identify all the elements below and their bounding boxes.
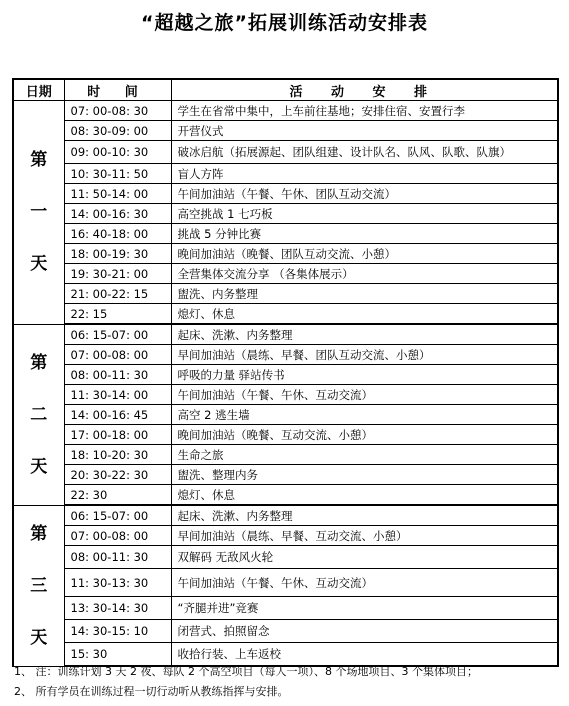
table-row [13,385,558,405]
activity-cell: 高空挑战 1 七巧板 [171,204,558,224]
time-cell: 08: 30-09: 00 [64,121,171,141]
activity-cell: 呼吸的力量 驿站传书 [171,365,558,385]
table-row [13,526,558,546]
activity-cell: 午间加油站（午餐、午休、团队互动交流） [171,184,558,204]
table-row [13,284,558,304]
table-row [13,224,558,244]
time-cell: 07: 00-08: 00 [64,526,171,546]
time-cell: 07: 00-08: 30 [64,101,171,121]
day-3-label [13,505,64,666]
activity-cell: 起床、洗漱、内务整理 [171,324,558,345]
time-cell: 16: 40-18: 00 [64,224,171,244]
header-time: 时 间 [64,79,171,101]
page-title: “超越之旅”拓展训练活动安排表 [141,12,428,34]
day-label-char: 二 [30,404,48,425]
table-row [13,164,558,184]
table-row [13,405,558,425]
time-cell: 14: 30-15: 10 [64,620,171,643]
day-label-char: 一 [30,202,48,223]
day-label-char: 第 [30,352,48,373]
activity-cell: 早间加油站（晨练、早餐、团队互动交流、小憩） [171,345,558,365]
table-row [13,546,558,569]
time-cell: 18: 10-20: 30 [64,445,171,465]
time-cell: 22: 15 [64,304,171,325]
time-cell: 18: 00-19: 30 [64,244,171,264]
table-row [13,465,558,485]
activity-cell: 盥洗、整理内务 [171,465,558,485]
time-cell: 22: 30 [64,485,171,506]
time-cell: 06: 15-07: 00 [64,324,171,345]
activity-cell: 破冰启航（拓展源起、团队组建、设计队名、队风、队歌、队旗） [171,141,558,164]
time-cell: 17: 00-18: 00 [64,425,171,445]
time-cell: 08: 00-11: 30 [64,546,171,569]
footnotes [14,662,564,702]
table-row [13,264,558,284]
time-cell: 08: 00-11: 30 [64,365,171,385]
day-label-char: 天 [30,456,48,477]
table-row [13,485,558,506]
activity-cell: 晚间加油站（晚餐、团队互动交流、小憩） [171,244,558,264]
activity-cell: 挑战 5 分钟比赛 [171,224,558,244]
table-row [13,101,558,121]
table-row [13,505,558,526]
activity-cell: 闭营式、拍照留念 [171,620,558,643]
schedule-table [12,78,559,667]
time-cell: 11: 30-13: 30 [64,569,171,597]
time-cell: 20: 30-22: 30 [64,465,171,485]
table-row [13,569,558,597]
time-cell: 14: 00-16: 45 [64,405,171,425]
activity-cell: 盲人方阵 [171,164,558,184]
table-row [13,620,558,643]
day-label-char: 天 [30,254,48,275]
table-row [13,244,558,264]
table-row [13,184,558,204]
time-cell: 21: 00-22: 15 [64,284,171,304]
time-cell: 07: 00-08: 00 [64,345,171,365]
header-activity: 活 动 安 排 [171,79,558,101]
day-label-char: 天 [30,627,48,648]
activity-cell: 全营集体交流分享 （各集体展示） [171,264,558,284]
activity-cell: 收拾行装、上车返校 [171,643,558,667]
table-row [13,365,558,385]
table-row [13,141,558,164]
time-cell: 15: 30 [64,643,171,667]
table-header-row [13,79,558,101]
time-cell: 09: 00-10: 30 [64,141,171,164]
table-row [13,204,558,224]
activity-cell: 熄灯、休息 [171,304,558,325]
time-cell: 13: 30-14: 30 [64,597,171,620]
time-cell: 06: 15-07: 00 [64,505,171,526]
day-label-char: 第 [30,523,48,544]
day-label-char: 第 [30,150,48,171]
day-1-label [13,101,64,325]
activity-cell: 高空 2 逃生墙 [171,405,558,425]
footnote-1: 1、 注：训练计划 3 天 2 夜、每队 2 个高空项目（每人一项）、8 个场地项目、3 个集体项目； [14,665,478,678]
activity-cell: 生命之旅 [171,445,558,465]
activity-cell: 熄灯、休息 [171,485,558,506]
activity-cell: 双解码 无敌风火轮 [171,546,558,569]
table-row [13,324,558,345]
time-cell: 14: 00-16: 30 [64,204,171,224]
activity-cell: 午间加油站（午餐、午休、互动交流） [171,569,558,597]
activity-cell: “齐腿并进”竞赛 [171,597,558,620]
table-row [13,445,558,465]
time-cell: 11: 50-14: 00 [64,184,171,204]
activity-cell: 开营仪式 [171,121,558,141]
table-row [13,304,558,325]
activity-cell: 起床、洗漱、内务整理 [171,505,558,526]
activity-cell: 晚间加油站（晚餐、互动交流、小憩） [171,425,558,445]
time-cell: 10: 30-11: 50 [64,164,171,184]
activity-cell: 盥洗、内务整理 [171,284,558,304]
time-cell: 19: 30-21: 00 [64,264,171,284]
header-date: 日期 [13,79,64,101]
activity-cell: 午间加油站（午餐、午休、互动交流） [171,385,558,405]
activity-cell: 早间加油站（晨练、早餐、互动交流、小憩） [171,526,558,546]
table-row [13,425,558,445]
time-cell: 11: 30-14: 00 [64,385,171,405]
day-2-label [13,324,64,505]
activity-cell: 学生在省常中集中，上车前往基地；安排住宿、安置行李 [171,101,558,121]
table-row [13,597,558,620]
footnote-2: 2、 所有学员在训练过程一切行动听从教练指挥与安排。 [14,685,289,698]
table-row [13,121,558,141]
day-label-char: 三 [30,575,48,596]
table-row [13,345,558,365]
